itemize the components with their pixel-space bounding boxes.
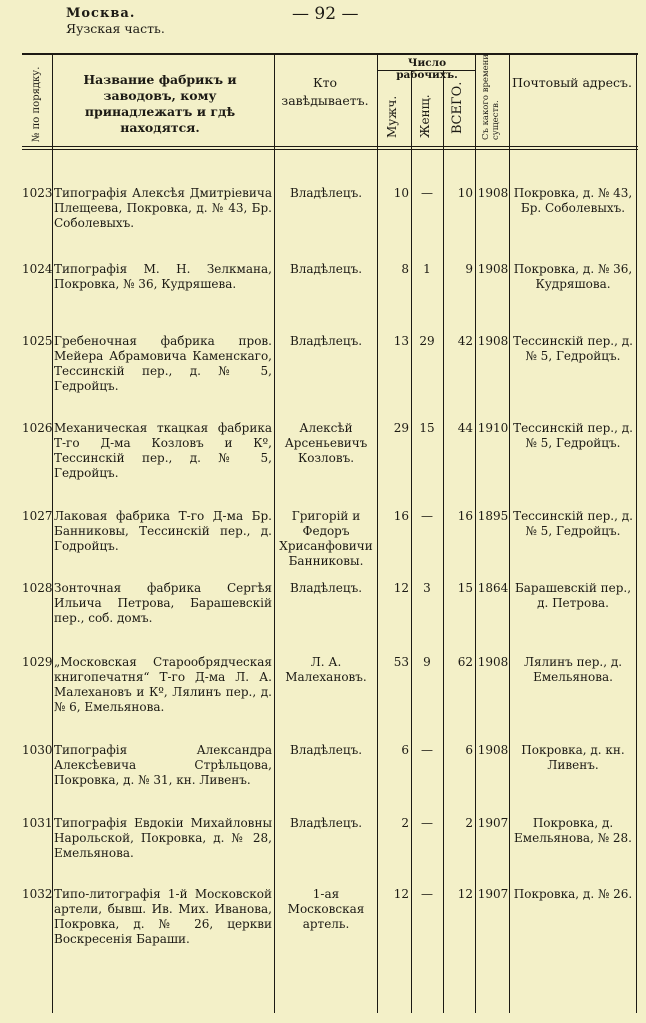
row-men: 12	[393, 581, 409, 595]
col-header-total: ВСЕГО.	[450, 81, 465, 134]
row-number: 1027	[22, 509, 53, 523]
row-year: 1908	[477, 334, 509, 348]
row-year: 1908	[477, 186, 509, 200]
row-total: 10	[457, 186, 473, 200]
table-top-rule	[22, 53, 638, 55]
row-address: Лялинъ пер., д. Емельянова.	[523, 655, 623, 684]
row-address: Барашевскій пер., д. Петрова.	[514, 581, 632, 610]
row-total: 6	[465, 743, 473, 757]
row-women: 3	[423, 581, 431, 595]
row-address: Покровка, д. № 36, Кудряшова.	[513, 262, 633, 291]
col-header-year: Съ какого времени существ.	[481, 54, 501, 140]
row-name: Зонточная фабрика Сергѣя Ильича Петрова, Барашевскій пер., соб. домъ.	[54, 581, 272, 625]
row-name: Гребеночная фабрика пров. Мейера Абрамовича Каменскаго, Тессинскій пер., д. № 5, Гедройцъ.	[54, 334, 272, 393]
row-men: 6	[401, 743, 409, 757]
row-year: 1864	[477, 581, 509, 595]
row-name: Лаковая фабрика Т-го Д-ма Бр. Банниковы, Тессинскій пер., д. Годройцъ.	[54, 509, 272, 553]
row-men: 53	[393, 655, 409, 669]
row-year: 1907	[477, 887, 509, 901]
row-manager: Л. А. Малехановъ.	[285, 655, 367, 684]
header-bottom-rule	[22, 146, 638, 147]
row-manager: Алексѣй Арсеньевичъ Козловъ.	[284, 421, 368, 465]
row-women: —	[421, 186, 433, 200]
row-address: Покровка, д. № 43, Бр. Соболевыхъ.	[513, 186, 633, 215]
row-women: —	[421, 887, 433, 901]
row-women: 29	[419, 334, 435, 348]
row-year: 1908	[477, 262, 509, 276]
row-year: 1908	[477, 655, 509, 669]
row-number: 1025	[22, 334, 53, 348]
row-number: 1024	[22, 262, 53, 276]
row-manager: Владѣлецъ.	[289, 581, 363, 595]
row-name: Типографія М. Н. Зелкмана, Покровка, № 36, Кудряшева.	[54, 262, 272, 291]
row-total: 42	[457, 334, 473, 348]
row-manager: Владѣлецъ.	[289, 816, 363, 830]
row-address: Покровка, д. Емельянова, № 28.	[514, 816, 632, 845]
col-rule-7	[509, 53, 510, 1013]
row-address: Покровка, д. кн. Ливенъ.	[521, 743, 625, 772]
row-men: 16	[393, 509, 409, 523]
col-rule-right	[636, 53, 637, 1013]
row-total: 15	[457, 581, 473, 595]
row-manager: Владѣлецъ.	[289, 186, 363, 200]
header-district: Яузская часть.	[66, 21, 165, 36]
row-men: 29	[393, 421, 409, 435]
row-men: 12	[393, 887, 409, 901]
row-name: Типографія Алексѣя Дмитріевича Плещеева, Покровка, д. № 43, Бр. Соболевыхъ.	[54, 186, 272, 230]
row-manager: Владѣлецъ.	[289, 262, 363, 276]
row-address: Тессинскій пер., д. № 5, Гедройцъ.	[513, 421, 633, 450]
row-number: 1023	[22, 186, 53, 200]
row-women: —	[421, 743, 433, 757]
row-year: 1910	[477, 421, 509, 435]
row-men: 2	[401, 816, 409, 830]
row-address: Покровка, д. № 26.	[513, 887, 633, 901]
row-manager: Владѣлецъ.	[289, 334, 363, 348]
header-city: Москва.	[66, 6, 136, 21]
row-number: 1032	[22, 887, 53, 901]
col-header-workers: Число рабочихъ.	[396, 57, 458, 81]
header-bottom-rule-2	[22, 149, 638, 150]
row-name: Типографія Евдокіи Михайловны Нарольской, Покровка, д. № 28, Емельянова.	[54, 816, 272, 860]
row-total: 44	[457, 421, 473, 435]
row-address: Тессинскій пер., д. № 5, Гедройцъ.	[513, 509, 633, 538]
row-women: 9	[423, 655, 431, 669]
col-header-number: № по порядку.	[31, 66, 42, 142]
row-women: 15	[419, 421, 435, 435]
row-manager: 1-ая Московская артель.	[287, 887, 365, 931]
col-rule-5	[443, 70, 444, 1013]
row-name: Механическая ткацкая фабрика Т-го Д-ма Козловъ и Кº, Тессинскій пер., д. № 5, Гедройцъ.	[54, 421, 272, 480]
row-year: 1907	[477, 816, 509, 830]
row-women: 1	[423, 262, 431, 276]
col-header-women: Женщ.	[418, 94, 432, 138]
row-number: 1026	[22, 421, 53, 435]
col-header-name: Название фабрикъ и заводовъ, кому принадлежатъ и гдѣ находятся.	[83, 72, 237, 135]
col-rule-2	[274, 53, 275, 1013]
row-number: 1031	[22, 816, 53, 830]
col-rule-4	[411, 70, 412, 1013]
row-number: 1029	[22, 655, 53, 669]
row-total: 2	[465, 816, 473, 830]
row-men: 10	[393, 186, 409, 200]
row-year: 1895	[477, 509, 509, 523]
row-manager: Григорій и Федоръ Хрисанфовичи Банниковы.	[279, 509, 373, 568]
row-number: 1030	[22, 743, 53, 757]
row-women: —	[421, 509, 433, 523]
col-rule-6	[475, 53, 476, 1013]
row-total: 12	[457, 887, 473, 901]
col-header-manager: Кто завѣдываетъ.	[281, 75, 369, 108]
row-name: „Московская Старообрядческая книгопечатня“ Т-го Д-ма Л. А. Малехановъ и Кº, Лялинъ пер., д. № 6, Емельянова.	[54, 655, 272, 714]
row-women: —	[421, 816, 433, 830]
page-number: — 92 —	[292, 4, 359, 24]
row-number: 1028	[22, 581, 53, 595]
page-header-location	[66, 6, 165, 36]
col-header-address: Почтовый адресъ.	[512, 75, 632, 90]
row-men: 13	[393, 334, 409, 348]
row-name: Типографія Александра Алексѣевича Стрѣльцова, Покровка, д. № 31, кн. Ливенъ.	[54, 743, 272, 787]
row-year: 1908	[477, 743, 509, 757]
row-total: 9	[465, 262, 473, 276]
row-address: Тессинскій пер., д. № 5, Гедройцъ.	[513, 334, 633, 363]
row-total: 62	[457, 655, 473, 669]
row-total: 16	[457, 509, 473, 523]
row-manager: Владѣлецъ.	[289, 743, 363, 757]
col-header-men: Мужч.	[385, 95, 399, 138]
row-name: Типо-литографія 1-й Московской артели, бывш. Ив. Мих. Иванова, Покровка, д. № 26, церкви Воскресенія Бараши.	[54, 887, 272, 946]
row-men: 8	[401, 262, 409, 276]
